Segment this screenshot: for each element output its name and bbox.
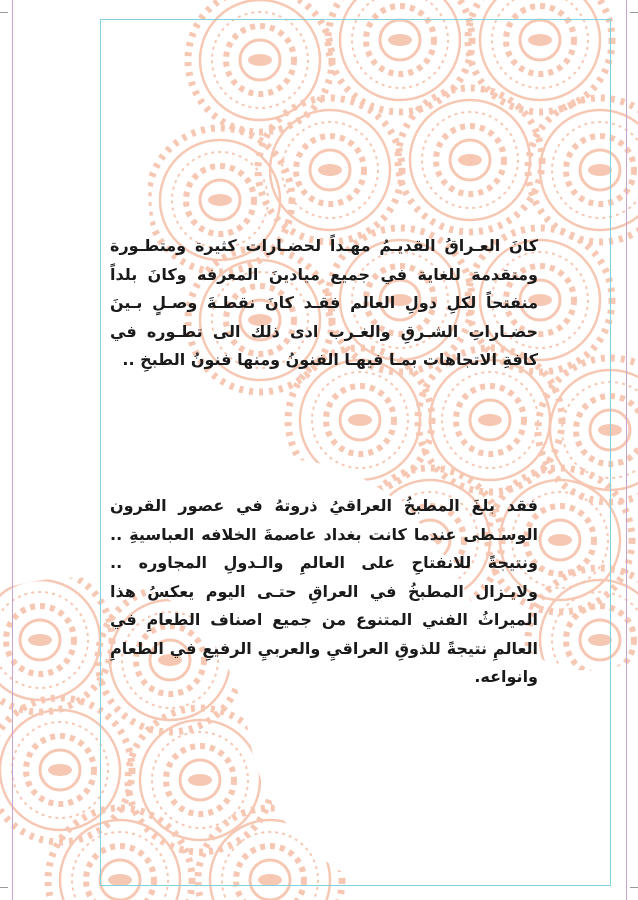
trim-line-right (626, 0, 627, 900)
trim-line-left (12, 0, 13, 900)
paragraph-iraqi-cuisine (110, 492, 538, 692)
crop-mark-top-right (630, 12, 638, 13)
crop-mark-bottom-right (630, 887, 638, 888)
paragraph-text: كانَ العـراقُ القديـمُ مهـداً لحضـارات كثيرة ومتطـورة ومتقدمة للغاية في جميع ميادينَ المعرفه وكانَ بلداً منفتحاً لكلِ دولِ العالم فقـد كانَ نقطـةَ وصـلٍ بـينَ حضـاراتِ الشـرقِ والغـرب ادى ذلك الى تطـوره في كافةِ الاتجاهات بمـا فيهـا الفنونُ ومنها فنونُ الطبخِ .. (110, 236, 538, 369)
crop-mark-top-left (0, 12, 8, 13)
paragraph-text: فقد بلغَ المطبخُ العراقيُ ذروتهُ في عصور القرون الوسـطى عندما كانت بغداد عاصمةَ الخلافه العباسيةِ .. ونتيجةً للانفتاحِ على العالمِ والـدولِ المجاوره .. ولايـزال المطبخُ في العراقِ حتـى اليوم يعكسُ هذا الميراثُ الفني المتنوع من جميع اصناف الطعامِ في العالمِ نتيجةً للذوقِ العراقيِ والعربيِ الرفيعِ في الطعامِ وانواعه. (110, 496, 538, 686)
paragraph-iraq-history (110, 232, 538, 375)
margin-guide-frame (100, 19, 611, 886)
crop-mark-bottom-left (0, 887, 8, 888)
